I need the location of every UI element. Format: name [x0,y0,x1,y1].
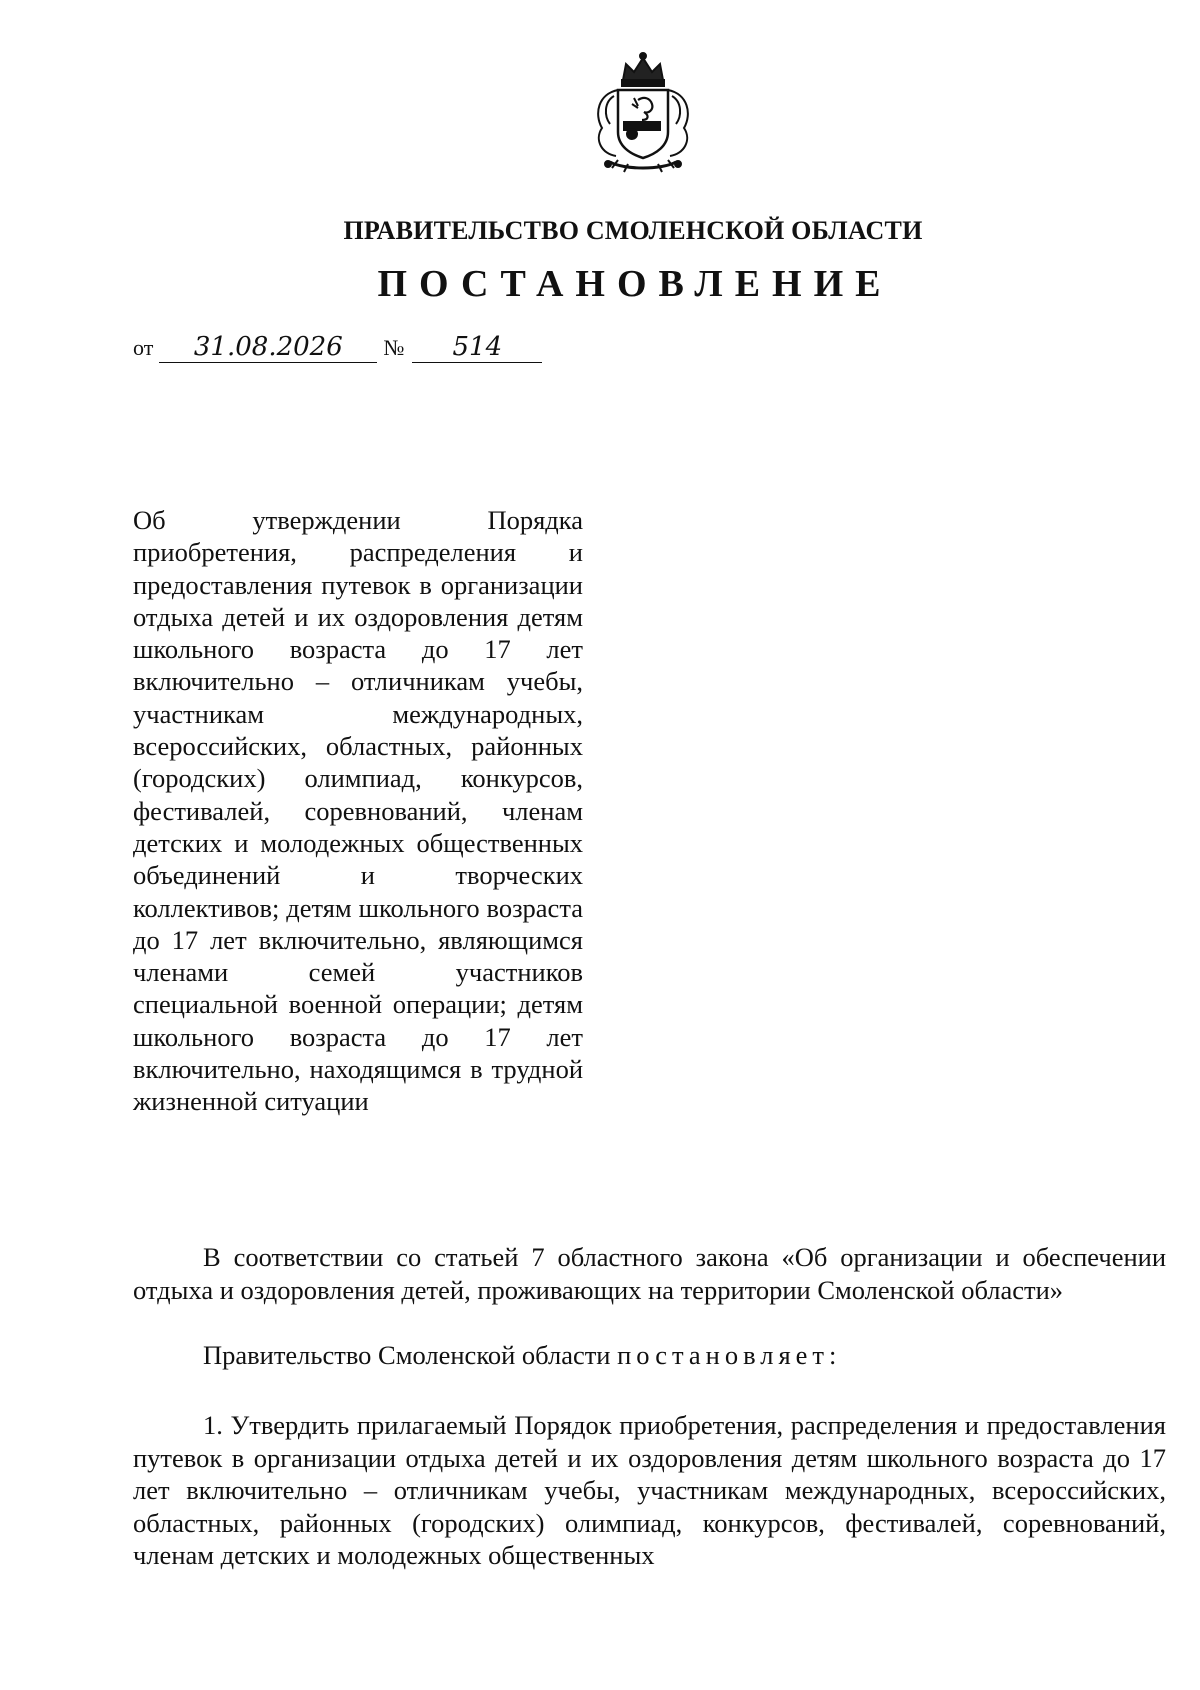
document-subject: Об утверждении Порядка приобретения, распределения и предоставления путевок в организации отдыха детей и их оздоровления детям школьного возраста до 17 лет включительно – отличникам учебы, участникам международных, всероссийских, областных, районных (городских) олимпиад, конкурсов, фестивалей, соревнований, членам детских и молодежных общественных объединений и творческих коллективов; детям школьного возраста до 17 лет включительно, являющимся членами семей участников специальной военной операции; детям школьного возраста до 17 лет включительно, находящимся в трудной жизненной ситуации [133,505,583,1117]
date-label: от [133,335,154,360]
resolve-paragraph [203,1339,841,1372]
preamble-paragraph: В соответствии со статьей 7 областного закона «Об организации и обеспечении отдыха и оздоровления детей, проживающих на территории Смоленской области» [133,1242,1166,1305]
item-1-paragraph: 1. Утвердить прилагаемый Порядок приобретения, распределения и предоставления путевок в организации отдыха детей и их оздоровления детям школьного возраста до 17 лет включительно – отличникам учебы, участникам международных, всероссийских, областных, районных (городских) олимпиад, конкурсов, фестивалей, соревнований, членам детских и молодежных общественных [133,1410,1166,1570]
resolve-subject: Правительство Смоленской области [203,1340,611,1370]
document-type-title: ПОСТАНОВЛЕНИЕ [377,263,893,305]
resolve-verb: постановляет: [617,1340,842,1370]
date-number-line [133,334,542,363]
coat-of-arms-emblem [588,50,698,178]
government-title: ПРАВИТЕЛЬСТВО СМОЛЕНСКОЙ ОБЛАСТИ [343,216,923,245]
date-value: 31.08.2026 [159,334,377,363]
number-label: № [383,335,405,360]
number-value: 514 [412,334,542,363]
